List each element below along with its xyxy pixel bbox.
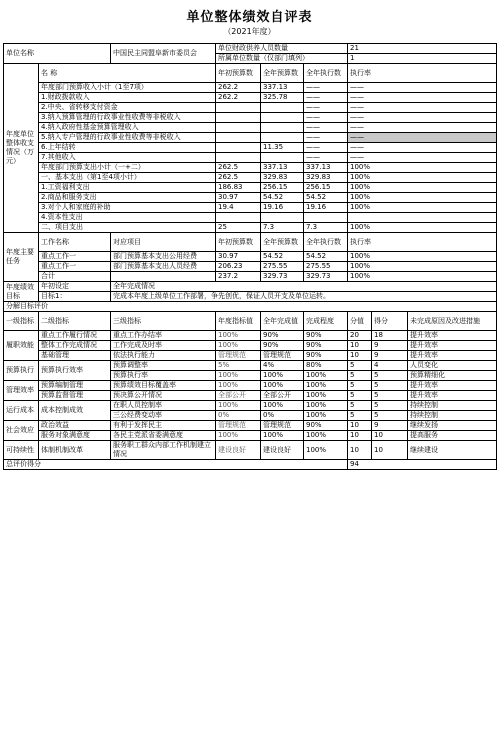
indicator-row (4, 351, 497, 361)
budget-row (4, 163, 497, 173)
ind-l3: 预决算公开情况 (111, 391, 216, 401)
ind-done: 90% (261, 341, 304, 351)
ind-l3: 重点工作办结率 (111, 331, 216, 341)
ind-l2: 成本控制成效 (39, 401, 111, 421)
task-initial: 30.97 (216, 252, 261, 262)
ind-done: 全部公开 (261, 391, 304, 401)
task-rate: 100% (348, 272, 497, 282)
budget-item-name: 1.财政拨款收入 (39, 93, 216, 103)
form-year: （2021年度） (223, 27, 276, 36)
budget-col-name: 名 称 (39, 64, 216, 83)
ind-l2: 预算编制管理 (39, 381, 111, 391)
budget-item-name: 1.工资福利支出 (39, 183, 216, 193)
budget-initial: 262.2 (216, 93, 261, 103)
task-item: 部门预算基本支出公用经费 (111, 252, 216, 262)
task-exec: 54.52 (304, 252, 348, 262)
budget-full (261, 113, 304, 123)
ind-reason: 持续控制 (408, 401, 497, 411)
budget-rate (348, 213, 497, 223)
budget-initial (216, 213, 261, 223)
budget-rate: —— (348, 83, 497, 93)
ind-done: 100% (261, 381, 304, 391)
budget-item-name: 年度部门预算支出小计（一+二） (39, 163, 216, 173)
ind-reason: 预算精细化 (408, 371, 497, 381)
ind-degree: 100% (304, 441, 348, 460)
ind-got: 5 (372, 381, 408, 391)
budget-full (261, 123, 304, 133)
ind-reason: 提升效率 (408, 331, 497, 341)
ind-got: 4 (372, 361, 408, 371)
budget-full: 54.52 (261, 193, 304, 203)
ind-got: 5 (372, 391, 408, 401)
budget-rate: 100% (348, 163, 497, 173)
budget-row (4, 123, 497, 133)
budget-exec: —— (304, 153, 348, 163)
ind-l1: 管理效率 (4, 381, 39, 401)
ind-l2: 重点工作履行情况 (39, 331, 111, 341)
unit-sub-label: 所属单位数量（仅部门填列） (216, 54, 348, 64)
ind-l2: 基础管理 (39, 351, 111, 361)
performance-table (3, 43, 497, 470)
ind-target: 100% (216, 401, 261, 411)
ind-l3: 服务职工群众内部工作机制建立情况 (111, 441, 216, 460)
budget-initial: 262.5 (216, 173, 261, 183)
budget-item-name: 一、基本支出（第1至4项小计） (39, 173, 216, 183)
budget-full: 256.15 (261, 183, 304, 193)
ind-l1: 社会效应 (4, 421, 39, 441)
ind-degree: 90% (304, 421, 348, 431)
ind-target: 全部公开 (216, 391, 261, 401)
ind-degree: 80% (304, 361, 348, 371)
ind-target: 0% (216, 411, 261, 421)
ind-l2: 整体工作完成情况 (39, 341, 111, 351)
budget-exec: —— (304, 113, 348, 123)
ind-l2: 体制机制改革 (39, 441, 111, 460)
task-name: 重点工作一 (39, 262, 111, 272)
ind-l3: 在职人员控制率 (111, 401, 216, 411)
task-item: 部门预算基本支出人员经费 (111, 262, 216, 272)
ind-degree: 90% (304, 341, 348, 351)
budget-rate: —— (348, 103, 497, 113)
ind-done: 建设良好 (261, 441, 304, 460)
goals-header-row (4, 282, 497, 292)
ind-score: 5 (348, 401, 372, 411)
ind-reason: 持续控制 (408, 411, 497, 421)
budget-col-full: 全年预算数 (261, 64, 304, 83)
budget-full: 325.78 (261, 93, 304, 103)
budget-rate: 100% (348, 173, 497, 183)
budget-exec: —— (304, 143, 348, 153)
budget-row (4, 103, 497, 113)
budget-row (4, 193, 497, 203)
task-rate: 100% (348, 252, 497, 262)
ind-col-got: 得分 (372, 312, 408, 331)
task-initial: 206.23 (216, 262, 261, 272)
goals-col-done: 全年完成情况 (111, 282, 497, 292)
ind-done: 0% (261, 411, 304, 421)
ind-l3: 预算调整率 (111, 361, 216, 371)
ind-score: 10 (348, 431, 372, 441)
budget-full (261, 133, 304, 143)
tasks-col-exec: 全年执行数 (304, 233, 348, 252)
ind-l1: 运行成本 (4, 401, 39, 421)
budget-item-name: 7.其他收入 (39, 153, 216, 163)
ind-score: 10 (348, 351, 372, 361)
budget-initial (216, 123, 261, 133)
budget-item-name: 5.纳入专户管理的行政事业性收费等非税收入 (39, 133, 216, 143)
ind-l2: 服务对象满意度 (39, 431, 111, 441)
budget-initial (216, 153, 261, 163)
budget-item-name: 6.上年结转 (39, 143, 216, 153)
ind-reason: 继续建设 (408, 441, 497, 460)
ind-l1: 可持续性 (4, 441, 39, 460)
budget-initial: 19.4 (216, 203, 261, 213)
indicator-row (4, 441, 497, 460)
ind-degree: 100% (304, 411, 348, 421)
budget-row (4, 143, 497, 153)
ind-score: 10 (348, 341, 372, 351)
budget-item-name: 2.中央、省转移支付资金 (39, 103, 216, 113)
ind-got: 10 (372, 441, 408, 460)
budget-item-name: 二、项目支出 (39, 223, 216, 233)
budget-initial: 25 (216, 223, 261, 233)
ind-done: 100% (261, 431, 304, 441)
budget-initial (216, 133, 261, 143)
budget-col-rate: 执行率 (348, 64, 497, 83)
ind-target: 管理规范 (216, 351, 261, 361)
indicators-header-row (4, 312, 497, 331)
ind-col-l1: 一级指标 (4, 312, 39, 331)
ind-target: 管理规范 (216, 421, 261, 431)
task-exec: 329.73 (304, 272, 348, 282)
tasks-section-label: 年度主要任务 (4, 233, 39, 282)
ind-l3: 工作完成及时率 (111, 341, 216, 351)
ind-done: 管理规范 (261, 351, 304, 361)
indicator-row (4, 381, 497, 391)
ind-target: 100% (216, 331, 261, 341)
budget-initial (216, 103, 261, 113)
budget-section-label: 年度单位整体收支情况（万元） (4, 64, 39, 233)
ind-degree: 100% (304, 371, 348, 381)
total-row (4, 460, 497, 470)
ind-done: 4% (261, 361, 304, 371)
indicator-row (4, 361, 497, 371)
ind-l1: 履职效能 (4, 331, 39, 361)
budget-full (261, 213, 304, 223)
ind-col-done: 全年完成值 (261, 312, 304, 331)
unit-name-value: 中国民主同盟阜新市委员会 (111, 44, 216, 64)
ind-degree: 90% (304, 351, 348, 361)
ind-col-l3: 三级指标 (111, 312, 216, 331)
ind-reason: 提升效率 (408, 381, 497, 391)
goal-label: 目标1： (39, 292, 111, 302)
ind-score: 5 (348, 371, 372, 381)
ind-degree: 100% (304, 401, 348, 411)
ind-target: 100% (216, 381, 261, 391)
goal-text: 完成本年度上级单位工作部署，争先创优，保证人员开支及单位运转。 (111, 292, 497, 302)
ind-l3: 预算执行率 (111, 371, 216, 381)
budget-item-name: 年度部门预算收入小计（1至7项） (39, 83, 216, 93)
ind-l2: 政治效益 (39, 421, 111, 431)
ind-score: 5 (348, 391, 372, 401)
budget-exec: —— (304, 83, 348, 93)
task-row (4, 252, 497, 262)
budget-full: 329.83 (261, 173, 304, 183)
ind-l3: 有利于发挥民主 (111, 421, 216, 431)
budget-initial (216, 113, 261, 123)
task-row (4, 272, 497, 282)
budget-rate: —— (348, 123, 497, 133)
tasks-header-row (4, 233, 497, 252)
ind-target: 建设良好 (216, 441, 261, 460)
ind-score: 5 (348, 381, 372, 391)
budget-header-row (4, 64, 497, 83)
budget-rate: —— (348, 113, 497, 123)
tasks-col-rate: 执行率 (348, 233, 497, 252)
ind-got: 5 (372, 371, 408, 381)
budget-full: 337.13 (261, 163, 304, 173)
ind-score: 10 (348, 441, 372, 460)
budget-exec: —— (304, 93, 348, 103)
ind-reason: 提升效率 (408, 391, 497, 401)
budget-full: 337.13 (261, 83, 304, 93)
ind-got: 5 (372, 411, 408, 421)
ind-done: 管理规范 (261, 421, 304, 431)
budget-rate: 100% (348, 193, 497, 203)
budget-full (261, 103, 304, 113)
ind-l3: 预算绩效目标覆盖率 (111, 381, 216, 391)
budget-exec: 19.16 (304, 203, 348, 213)
task-full: 54.52 (261, 252, 304, 262)
budget-rate: 100% (348, 203, 497, 213)
ind-l3: 各民主党派省委满意度 (111, 431, 216, 441)
budget-exec: —— (304, 123, 348, 133)
budget-item-name: 4.资本性支出 (39, 213, 216, 223)
budget-item-name: 2.商品和服务支出 (39, 193, 216, 203)
budget-row (4, 113, 497, 123)
budget-exec: —— (304, 103, 348, 113)
tasks-col-name: 工作名称 (39, 233, 111, 252)
ind-degree: 100% (304, 431, 348, 441)
budget-rate: —— (348, 143, 497, 153)
budget-rate: 100% (348, 183, 497, 193)
total-label: 总评价得分 (4, 460, 348, 470)
budget-row (4, 173, 497, 183)
ind-done: 100% (261, 371, 304, 381)
ind-reason: 提升效率 (408, 351, 497, 361)
ind-l2: 预算执行效率 (39, 361, 111, 381)
indicators-section-label: 分解目标评价 (4, 302, 497, 312)
ind-score: 20 (348, 331, 372, 341)
unit-sub-value: 1 (348, 54, 497, 64)
form-title: 单位整体绩效自评表 (186, 10, 313, 25)
budget-row (4, 203, 497, 213)
unit-fin-label: 单位财政供养人员数量 (216, 44, 348, 54)
ind-col-degree: 完成程度 (304, 312, 348, 331)
ind-target: 100% (216, 371, 261, 381)
tasks-col-full: 全年预算数 (261, 233, 304, 252)
task-full: 329.73 (261, 272, 304, 282)
budget-initial (216, 143, 261, 153)
ind-target: 100% (216, 341, 261, 351)
ind-col-score: 分值 (348, 312, 372, 331)
budget-row (4, 83, 497, 93)
task-rate: 100% (348, 262, 497, 272)
budget-initial: 186.83 (216, 183, 261, 193)
budget-item-name: 3.对个人和家庭的补助 (39, 203, 216, 213)
total-value: 94 (348, 460, 497, 470)
budget-exec: 256.15 (304, 183, 348, 193)
ind-done: 90% (261, 331, 304, 341)
budget-exec (304, 213, 348, 223)
ind-got: 10 (372, 431, 408, 441)
unit-fin-value: 21 (348, 44, 497, 54)
budget-item-name: 3.纳入预算管理的行政事业性收费等非税收入 (39, 113, 216, 123)
budget-row (4, 153, 497, 163)
budget-full: 19.16 (261, 203, 304, 213)
task-row (4, 262, 497, 272)
ind-col-l2: 二级指标 (39, 312, 111, 331)
indicator-row (4, 391, 497, 401)
budget-full: 7.3 (261, 223, 304, 233)
ind-col-reason: 未完成原因及改进措施 (408, 312, 497, 331)
ind-reason: 人员变化 (408, 361, 497, 371)
ind-score: 10 (348, 421, 372, 431)
indicator-row (4, 341, 497, 351)
budget-full (261, 153, 304, 163)
goal-row (4, 292, 497, 302)
budget-exec: 7.3 (304, 223, 348, 233)
ind-got: 18 (372, 331, 408, 341)
budget-col-initial: 年初预算数 (216, 64, 261, 83)
budget-col-exec: 全年执行数 (304, 64, 348, 83)
ind-got: 9 (372, 351, 408, 361)
ind-l1: 预算执行 (4, 361, 39, 381)
ind-l2: 预算监督管理 (39, 391, 111, 401)
task-exec: 275.55 (304, 262, 348, 272)
budget-exec: 337.13 (304, 163, 348, 173)
ind-degree: 100% (304, 381, 348, 391)
indicator-row (4, 401, 497, 411)
indicator-row (4, 421, 497, 431)
ind-got: 5 (372, 401, 408, 411)
ind-reason: 继续发扬 (408, 421, 497, 431)
task-name: 合计 (39, 272, 111, 282)
ind-col-target: 年度指标值 (216, 312, 261, 331)
budget-rate: —— (348, 153, 497, 163)
budget-exec: —— (304, 133, 348, 143)
ind-degree: 90% (304, 331, 348, 341)
budget-rate: —— (348, 93, 497, 103)
goals-col-initial: 年初设定 (39, 282, 111, 292)
tasks-col-item: 对应项目 (111, 233, 216, 252)
budget-initial: 262.2 (216, 83, 261, 93)
budget-initial: 30.97 (216, 193, 261, 203)
ind-l3: 三公经费变动率 (111, 411, 216, 421)
ind-score: 5 (348, 411, 372, 421)
ind-got: 9 (372, 341, 408, 351)
task-full: 275.55 (261, 262, 304, 272)
budget-row (4, 133, 497, 143)
ind-score: 5 (348, 361, 372, 371)
budget-exec: 329.83 (304, 173, 348, 183)
budget-row (4, 93, 497, 103)
goals-section-label: 年度绩效目标 (4, 282, 39, 302)
budget-initial: 262.5 (216, 163, 261, 173)
ind-reason: 提高服务 (408, 431, 497, 441)
budget-row (4, 223, 497, 233)
budget-rate: —— (348, 133, 497, 143)
budget-item-name: 4.纳入政府性基金预算管理收入 (39, 123, 216, 133)
ind-target: 5% (216, 361, 261, 371)
indicator-row (4, 431, 497, 441)
unit-row-1 (4, 44, 497, 54)
indicator-row (4, 331, 497, 341)
ind-degree: 100% (304, 391, 348, 401)
ind-reason: 提升效率 (408, 341, 497, 351)
unit-name-label: 单位名称 (4, 44, 111, 64)
task-item (111, 272, 216, 282)
ind-target: 100% (216, 431, 261, 441)
budget-rate: 100% (348, 223, 497, 233)
ind-got: 9 (372, 421, 408, 431)
budget-full: 11.35 (261, 143, 304, 153)
budget-exec: 54.52 (304, 193, 348, 203)
tasks-col-initial: 年初预算数 (216, 233, 261, 252)
budget-row (4, 213, 497, 223)
ind-l3: 依法执行能力 (111, 351, 216, 361)
budget-row (4, 183, 497, 193)
ind-done: 100% (261, 401, 304, 411)
task-initial: 237.2 (216, 272, 261, 282)
task-name: 重点工作一 (39, 252, 111, 262)
indicators-section-row (4, 302, 497, 312)
